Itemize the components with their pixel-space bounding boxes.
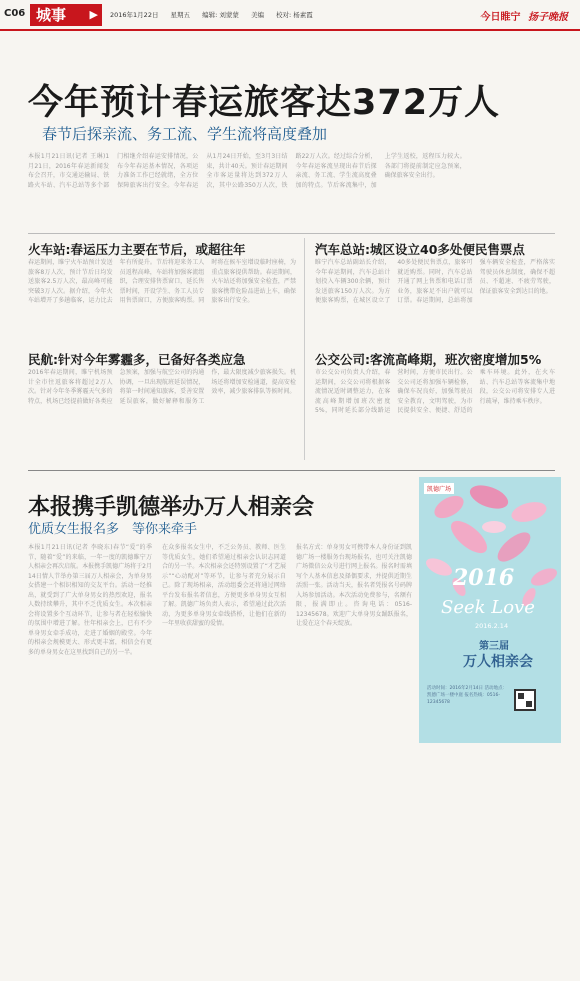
issue-date: 2016年1月22日: [110, 11, 159, 19]
header-right: [481, 8, 568, 23]
second-subhead: 优质女生报名多 等你来牵手: [28, 522, 198, 537]
poster-info: 活动时间：2016年2月14日 活动地点：凯德广场一楼中庭 报名热线：0516-12345678: [427, 686, 507, 705]
civil-body: 2016年春运期间，睢宁机场预计全市往返旅客将超过2万人次。针对今年冬季雾霾天气多的特点，机场已经提前做好各类应急预案，加强与航空公司的沟通协调，一旦出现航班延误情况，将第一时间通知旅客，妥善安置延误旅客，做好解释和服务工作，最大限度减少旅客损失。机场还将增加安检通道，提高安检效率，减少旅客排队等候时间。: [28, 369, 296, 405]
poster-edition: 第三届: [479, 641, 509, 652]
trains-title: 火车站:春运压力主要在节后，或超往年: [28, 242, 246, 257]
second-headline: 本报携手凯德举办万人相亲会: [28, 495, 315, 520]
second-body-col1: 本报1月21日讯(记者 李晓东)春节“爱”的季节，随着“爱”的来临，一年一度的凯德睢宁万人相亲会再次启航。本报携手凯德广场将于2月14日情人节举办第三届万人相亲会，为单身男女搭建一个相识相知的交友平台。活动一经推出，就受到了广大单身男女的热烈欢迎，报名人数持续攀升，其中不乏优质女生。本次相亲会将设置多个互动环节，让参与者在轻松愉快的氛围中增进了解。往年相亲会上，已有不少单身男女牵手成功，走进了婚姻的殿堂。今年的相亲会规模更大、形式更丰富，相信会有更多的单身男女在这里找到自己的另一半。: [28, 544, 152, 656]
section-label: [30, 4, 102, 26]
main-headline: 今年预计春运旅客达372万人: [28, 83, 501, 123]
page-header: [0, 0, 580, 30]
trains-body: 春运期间，睢宁火车站预计发送旅客8万人次，预计节后日均发送旅客2.5万人次，最高峰可能突破3万人次。据介绍，今年火车站增开了多趟临客，运力比去年有所提升。节后将迎来务工人员返程高峰，车站将加强客流组织，合理安排售票窗口，延长售票时间，开设学生、务工人员专用售票窗口，方便旅客购票。同时将在候车室增设临时座椅，为重点旅客提供帮助。春运期间，火车站还将加强安全检查，严禁旅客携带危险品进站上车，确保旅客出行安全。: [28, 259, 296, 304]
qr-code-icon: [514, 689, 536, 711]
arrow-icon: ▶: [89, 8, 98, 21]
civil-title: 民航:针对今年雾霾多，已备好各类应急: [28, 352, 246, 367]
poster-event-name: 万人相亲会: [463, 654, 533, 670]
poster-year: 2016: [453, 565, 515, 591]
poster-date: 2016.2.14: [475, 622, 509, 630]
poster-title: Seek Love: [441, 597, 535, 618]
transit-title: 公交公司:客流高峰期，班次密度增加5%: [315, 352, 542, 367]
editor: 编辑: 刘蒙蒙: [202, 11, 239, 19]
header-info: [110, 10, 323, 19]
bus-title: 汽车总站:城区设立40多处便民售票点: [315, 242, 525, 257]
header-rule: [0, 29, 580, 31]
page-number: C06: [4, 8, 26, 19]
poster-brand: 凯德广场: [424, 483, 454, 494]
bus-body: 睢宁汽车总站副站长介绍，今年春运期间，汽车总站计划投入车辆300余辆，预计发送旅客150万人次。为方便旅客购票，在城区设立了40多处便民售票点，旅客可就近购票。同时，汽车总站开通了网上售票和电话订票业务，旅客足不出户就可以订票。春运期间，总站将加强车辆安全检查，严格落实驾驶员休息制度，确保不超员、不超速、不疲劳驾驶，保证旅客安全到达目的地。: [315, 259, 555, 304]
transit-body: 市公交公司负责人介绍，春运期间，公交公司将根据客流情况适时调整运力，在客流高峰期增加班次密度5%，同时延长部分线路运营时间，方便市民出行。公交公司还将加强车辆检修，确保车况良好，加强驾驶员安全教育，文明驾驶，为市民提供安全、便捷、舒适的乘车环境。此外，在火车站、汽车总站等客流集中地段，公交公司将安排专人进行疏导，维持乘车秩序。: [315, 369, 555, 414]
divider: [28, 233, 555, 234]
issue-weekday: 星期五: [170, 11, 191, 19]
second-body-col2: 在众多报名女生中，不乏公务员、教师、医生等优质女生，她们希望通过相亲会认识志同道合的另一半。本次相亲会还特别设置了“才艺展示”“心动配对”等环节，让参与者充分展示自己。除了现场相亲，活动组委会还将通过网络平台发布报名者信息，方便更多单身男女互相了解。凯德广场负责人表示，希望通过此次活动，为更多单身男女牵线搭桥，让他们在新的一年里收获甜蜜的爱情。: [162, 544, 286, 627]
section-divider: [28, 470, 555, 471]
proofreader: 校对: 杨素霞: [276, 11, 313, 19]
column-divider: [304, 238, 305, 460]
edition-label: 今日睢宁: [480, 12, 521, 23]
love-fair-poster: [419, 477, 561, 743]
second-body-col3: 报名方式：单身男女可携带本人身份证到凯德广场一楼服务台现场报名，也可关注凯德广场微信公众号进行网上报名。报名时需填写个人基本信息及择偶要求，并提供近期生活照一张。活动当天，报名者凭报名号码牌入场参加活动。本次活动免费参与，名额有限，报满即止。咨询电话：0516-12345678。欢迎广大单身男女踊跃报名，让爱在这个春天绽放。: [296, 544, 412, 627]
paper-logo: 扬子晚报: [528, 12, 568, 23]
designer: 美编: [250, 11, 264, 19]
section-name: 城事: [36, 6, 67, 24]
main-subhead: 春节后探亲流、务工流、学生流将高度叠加: [42, 125, 328, 143]
main-intro-body: 本报1月21日讯(记者 王琳)1月21日，2016年春运新闻发布会召开，市交通运输局、铁路火车站、汽车总站等多个部门相继介绍春运安排情况，公布今年春运基本情况，各项运力准备工作已经就绪，全方位保障旅客出行安全。今年春运从1月24日开始，至3月3日结束，共计40天。预计春运期间全市客运量将达到372万人次，其中公路350万人次，铁路22万人次。经过综合分析，今年春运客流呈现出春节后探亲流、务工流、学生流高度叠加的特点。节后客流集中，加上学生返校，返程压力较大。各部门将提前制定应急预案，确保旅客安全出行。: [28, 153, 466, 189]
